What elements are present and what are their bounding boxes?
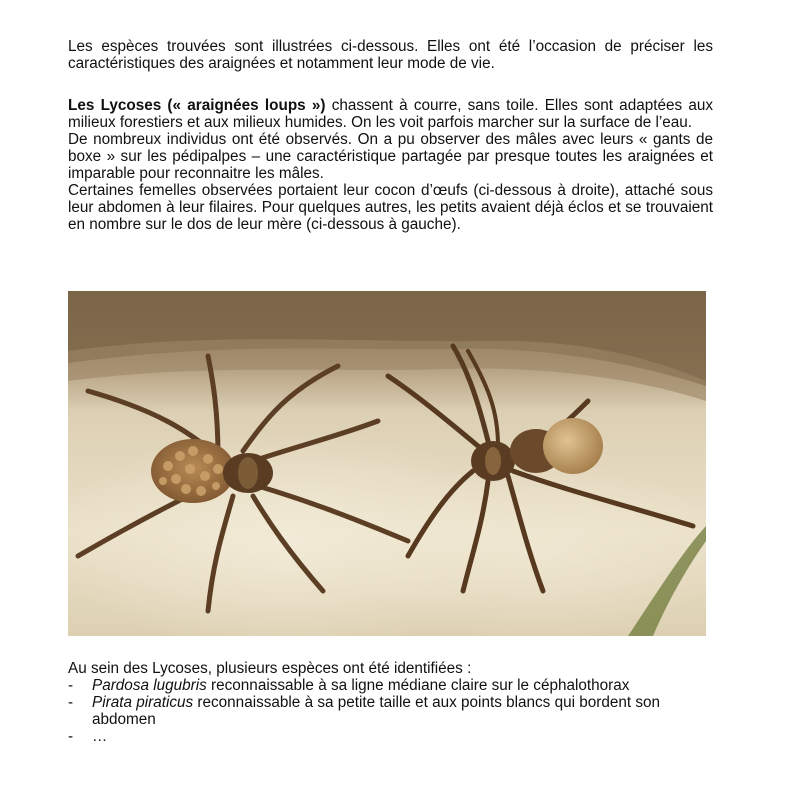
list-dash: - [68,728,74,745]
wolf-spiders-photo [68,291,706,636]
species-description: reconnaissable à sa petite taille et aux points blancs qui bordent son abdomen [92,694,661,728]
species-name: Pardosa lugubris [92,677,207,694]
lycoses-paragraph-1 [68,97,713,131]
lycoses-title: Les Lycoses (« araignées loups ») [68,97,326,114]
species-section [68,660,728,745]
list-dash: - [68,677,74,694]
species-name: Pirata piraticus [92,694,194,711]
list-dash: - [68,694,74,711]
species-description: reconnaissable à sa ligne médiane claire sur le céphalothorax [206,677,630,694]
wolf-spiders-image [68,291,706,636]
intro-paragraph: Les espèces trouvées sont illustrées ci-dessous. Elles ont été l’occasion de préciser les caractéristiques des araignées et notamment leur mode de vie. [68,38,713,72]
lycoses-paragraph-2: De nombreux individus ont été observés. On a pu observer des mâles avec leurs « gants de boxe » sur les pédipalpes – une caractéristique partagée par presque toutes les araignées et imparable pour reconnaitre les mâles. [68,131,713,182]
lycoses-section [68,97,713,233]
list-item [68,694,728,728]
species-description: … [92,728,108,745]
lycoses-paragraph-3: Certaines femelles observées portaient leur cocon d’œufs (ci-dessous à droite), attaché sous leur abdomen à leur filaires. Pour quelques autres, les petits avaient déjà éclos et se trouvaient en nombre sur le dos de leur mère (ci-dessous à gauche). [68,182,713,233]
species-list [68,677,728,745]
list-item [68,677,728,694]
list-item [68,728,728,745]
species-intro: Au sein des Lycoses, plusieurs espèces ont été identifiées : [68,660,472,677]
lycoses-paragraph-1-text: chassent à courre, sans toile. Elles sont adaptées aux milieux forestiers et aux milieux humides. On les voit parfois marcher sur la surface de l’eau. [68,97,714,131]
